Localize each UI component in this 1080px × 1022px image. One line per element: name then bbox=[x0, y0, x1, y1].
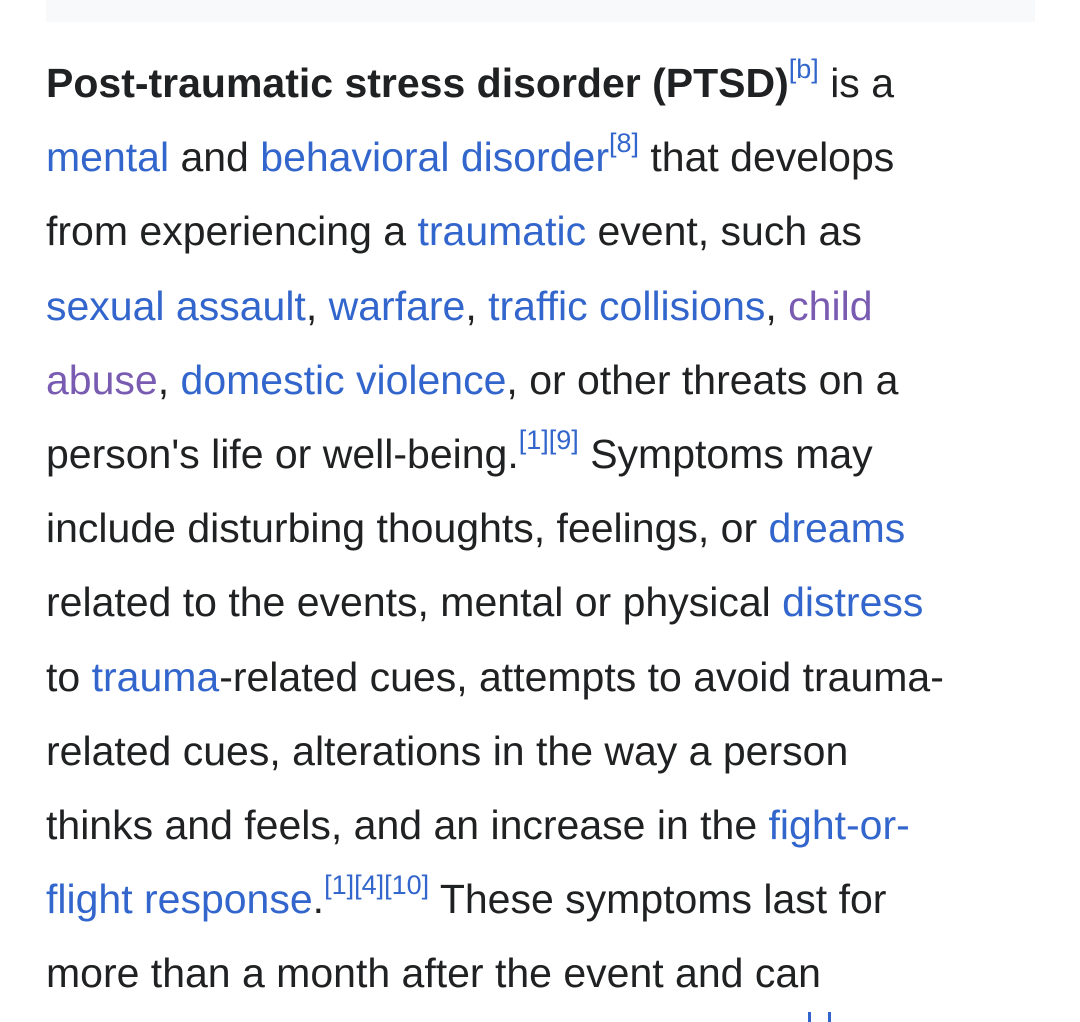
reference-10 bbox=[384, 870, 429, 900]
reference-link-8[interactable]: [8] bbox=[608, 128, 639, 159]
text-from-experiencing: from experiencing a bbox=[46, 208, 418, 255]
text-more-than-a-month: more than a month after the event and can bbox=[46, 950, 821, 997]
reference-1 bbox=[519, 425, 549, 455]
reference-link-9[interactable]: [9] bbox=[548, 425, 579, 456]
text-thinks-and-feels: thinks and feels, and an increase in the bbox=[46, 802, 769, 849]
text-comma: , bbox=[157, 356, 181, 403]
reference-1b bbox=[324, 870, 354, 900]
text-include-disturbing: include disturbing thoughts, feelings, or bbox=[46, 505, 769, 552]
paragraph-line-13 bbox=[46, 936, 1046, 1010]
top-banner-strip bbox=[46, 0, 1035, 22]
link-sexual-assault[interactable]: sexual assault bbox=[46, 282, 306, 329]
cut-off-glyph-mark bbox=[828, 1012, 831, 1022]
link-domestic-violence[interactable]: domestic violence bbox=[180, 356, 507, 403]
link-dreams[interactable]: dreams bbox=[768, 505, 906, 552]
paragraph-line-2 bbox=[46, 120, 1046, 194]
text-is-a: is a bbox=[818, 60, 894, 106]
reference-link-4[interactable]: [4] bbox=[354, 870, 385, 901]
link-warfare[interactable]: warfare bbox=[328, 282, 466, 329]
reference-8 bbox=[609, 128, 639, 158]
text-persons-life: person's life or well-being. bbox=[46, 431, 519, 478]
abbreviation-bold: (PTSD) bbox=[652, 60, 789, 106]
paragraph-line-6 bbox=[46, 417, 1046, 491]
text-related-cues-avoid: -related cues, attempts to avoid trauma- bbox=[219, 653, 944, 700]
text-symptoms-may: Symptoms may bbox=[578, 431, 873, 478]
paragraph-line-3 bbox=[46, 194, 1046, 268]
reference-link-1[interactable]: [1] bbox=[518, 425, 549, 456]
text-that-develops: that develops bbox=[639, 134, 895, 181]
link-mental[interactable]: mental bbox=[46, 134, 170, 181]
text-comma: , bbox=[765, 282, 789, 329]
text-these-symptoms: These symptoms last for bbox=[429, 876, 887, 923]
text-related-cues-alterations: related cues, alterations in the way a person bbox=[46, 727, 849, 774]
text-comma: , bbox=[465, 282, 489, 329]
text-and: and bbox=[169, 134, 261, 181]
reference-link-b[interactable]: [b] bbox=[788, 54, 819, 84]
paragraph-line-10 bbox=[46, 714, 1046, 788]
link-distress[interactable]: distress bbox=[782, 579, 924, 626]
reference-link-1b[interactable]: [1] bbox=[324, 870, 355, 901]
text-to: to bbox=[46, 653, 92, 700]
paragraph-line-12 bbox=[46, 862, 1046, 936]
text-comma: , bbox=[305, 282, 329, 329]
reference-9 bbox=[549, 425, 579, 455]
text-period: . bbox=[312, 876, 325, 923]
link-traffic-collisions[interactable]: traffic collisions bbox=[488, 282, 766, 329]
text-related-to-events: related to the events, mental or physical bbox=[46, 579, 783, 626]
paragraph-line-5 bbox=[46, 343, 1046, 417]
article-title-bold: Post-traumatic stress disorder bbox=[46, 60, 641, 106]
link-fight-or-flight-part2[interactable]: flight response bbox=[46, 876, 313, 923]
link-child-abuse-part1[interactable]: child bbox=[788, 282, 873, 329]
paragraph-line-11 bbox=[46, 788, 1046, 862]
next-line-cut-off-marks bbox=[800, 1012, 840, 1022]
link-fight-or-flight-part1[interactable]: fight-or- bbox=[768, 802, 910, 849]
article-lead-paragraph bbox=[46, 46, 1046, 1011]
paragraph-line-4 bbox=[46, 269, 1046, 343]
link-trauma[interactable]: trauma bbox=[91, 653, 220, 700]
paragraph-line-8 bbox=[46, 565, 1046, 639]
cut-off-glyph-mark bbox=[808, 1012, 811, 1022]
paragraph-line-7 bbox=[46, 491, 1046, 565]
paragraph-line-9 bbox=[46, 640, 1046, 714]
reference-link-10[interactable]: [10] bbox=[384, 870, 430, 901]
link-child-abuse-part2[interactable]: abuse bbox=[46, 356, 158, 403]
link-traumatic[interactable]: traumatic bbox=[417, 208, 587, 255]
text-event-such-as: event, such as bbox=[586, 208, 862, 255]
link-behavioral-disorder[interactable]: behavioral disorder bbox=[260, 134, 609, 181]
paragraph-line-1 bbox=[46, 46, 1046, 120]
text-other-threats: , or other threats on a bbox=[506, 356, 899, 403]
reference-4 bbox=[354, 870, 384, 900]
reference-b bbox=[789, 54, 819, 84]
